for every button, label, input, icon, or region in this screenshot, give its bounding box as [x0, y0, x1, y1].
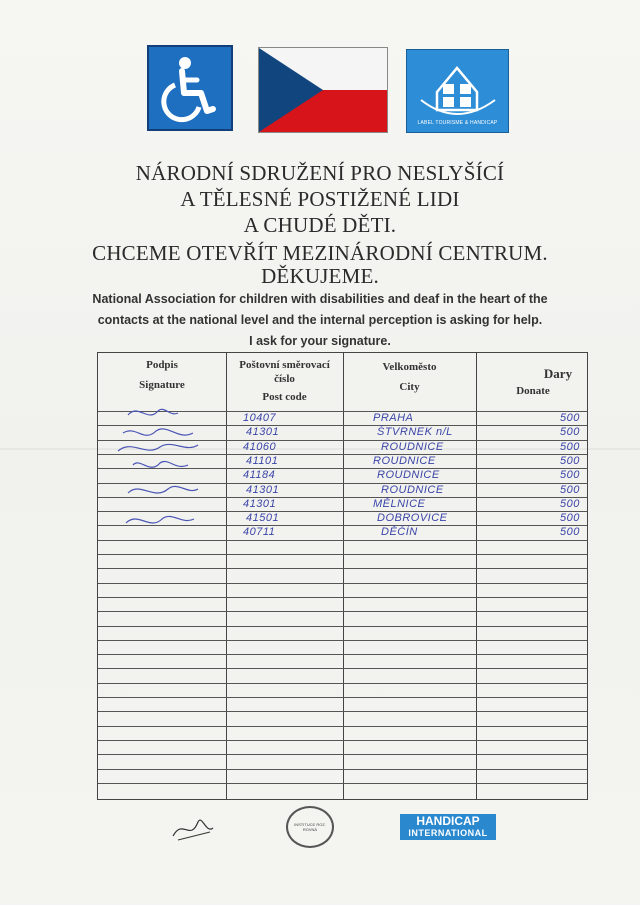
header-postcode-en: Post code — [262, 391, 307, 403]
title-cz-line-2: A TĚLESNÉ POSTIŽENÉ LIDI — [180, 187, 460, 211]
row-postcode: 41060 — [243, 440, 277, 453]
header-donate-en: Donate — [516, 385, 550, 397]
stamp-text: INSTITUCE ROZ. ROVNÁ — [294, 822, 326, 832]
row-postcode: 41184 — [243, 469, 276, 482]
row-city: MĚLNICE — [373, 497, 426, 510]
row-line — [98, 726, 587, 727]
row-city: PRAHA — [373, 412, 414, 424]
row-donate: 500 — [560, 512, 580, 525]
title-cz-line-3: A CHUDÉ DĚTI. — [243, 213, 397, 237]
row-city: ŠTVRNEK n/L — [377, 426, 453, 439]
header-postcode-cz2: číslo — [274, 373, 295, 385]
handicap-logo-line-2: INTERNATIONAL — [408, 828, 488, 838]
row-line — [98, 740, 587, 741]
handicap-international-logo — [400, 814, 496, 840]
row-postcode: 41501 — [246, 512, 280, 525]
wheelchair-logo — [147, 45, 233, 131]
row-city: DOBROVICE — [377, 512, 448, 525]
row-donate: 500 — [560, 412, 580, 424]
wheelchair-icon — [149, 47, 231, 129]
row-city: DĚČÍN — [381, 526, 418, 539]
row-donate: 500 — [560, 469, 580, 482]
row-line — [98, 568, 587, 569]
row-line — [98, 668, 587, 669]
title-en-line-2: contacts at the national level and the internal perception is asking for help. — [97, 313, 543, 327]
row-postcode: 41301 — [243, 497, 277, 510]
column-divider — [343, 353, 344, 799]
row-postcode: 40711 — [243, 526, 276, 539]
czech-flag-icon — [259, 48, 387, 132]
row-postcode: 41301 — [246, 426, 280, 439]
row-city: ROUDNICE — [377, 469, 440, 482]
title-cz-line-4: CHCEME OTEVŘÍT MEZINÁRODNÍ CENTRUM. — [92, 241, 548, 265]
title-cz-line-5: DĚKUJEME. — [261, 264, 379, 288]
row-line — [98, 683, 587, 684]
row-line — [98, 697, 587, 698]
title-en-line-3: I ask for your signature. — [249, 334, 391, 348]
tourism-handicap-logo — [406, 49, 509, 133]
organization-stamp — [286, 806, 334, 848]
handwritten-signatures — [98, 353, 226, 543]
column-divider — [226, 353, 227, 799]
title-cz-line-1: NÁRODNÍ SDRUŽENÍ PRO NESLYŠÍCÍ — [135, 161, 505, 185]
label-logo-text: LABEL TOURISME & HANDICAP — [417, 120, 498, 126]
header-signature-cz: Podpis — [146, 359, 178, 371]
row-line — [98, 769, 587, 770]
row-line — [98, 640, 587, 641]
header-donate-cz: Dary — [543, 366, 573, 381]
row-postcode: 41301 — [246, 483, 280, 496]
signature-table — [97, 352, 588, 800]
row-line — [98, 611, 587, 612]
row-line — [98, 554, 587, 555]
row-line — [98, 597, 587, 598]
row-donate: 500 — [560, 440, 580, 453]
header-city-en: City — [399, 381, 420, 393]
row-donate: 500 — [560, 497, 580, 510]
row-line — [98, 711, 587, 712]
row-donate: 500 — [560, 483, 580, 496]
row-line — [98, 654, 587, 655]
row-line — [98, 754, 587, 755]
row-city: ROUDNICE — [373, 454, 436, 467]
handicap-logo-line-1: HANDICAP — [416, 814, 480, 828]
row-line — [98, 583, 587, 584]
row-donate: 500 — [560, 454, 580, 467]
row-postcode: 41101 — [246, 454, 279, 467]
column-divider — [476, 353, 477, 799]
footer-signature — [168, 808, 218, 848]
row-city: ROUDNICE — [381, 440, 444, 453]
header-postcode-cz: Poštovní směrovací — [239, 359, 330, 371]
row-line — [98, 783, 587, 784]
row-donate: 500 — [560, 426, 580, 439]
header-city-cz: Velkoměsto — [382, 361, 437, 373]
row-donate: 500 — [560, 526, 580, 539]
title-en-line-1: National Association for children with disabilities and deaf in the heart of the — [92, 292, 548, 306]
czech-flag — [258, 47, 388, 133]
row-postcode: 10407 — [243, 412, 277, 424]
row-city: ROUDNICE — [381, 483, 444, 496]
row-line — [98, 626, 587, 627]
header-signature-en: Signature — [139, 379, 185, 391]
